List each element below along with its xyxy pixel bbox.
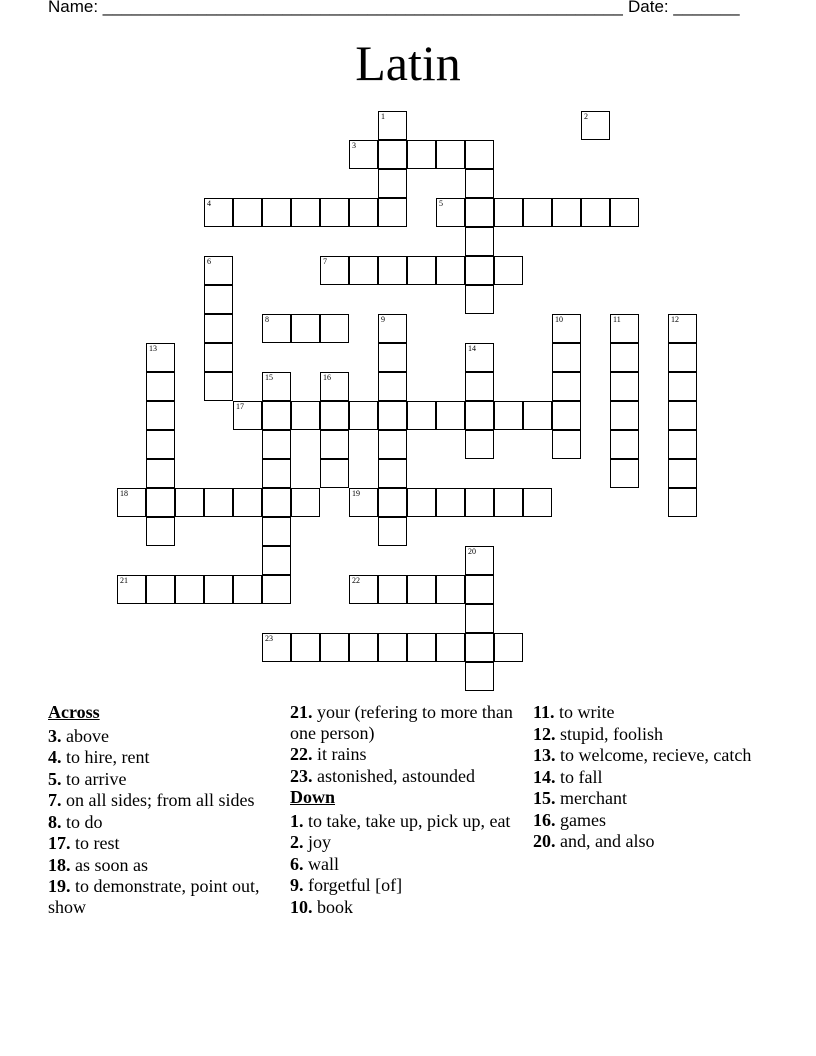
grid-cell[interactable] — [262, 314, 291, 343]
grid-cell[interactable] — [291, 314, 320, 343]
clue-down-9: 9. forgetful [of] — [290, 875, 403, 895]
puzzle-title: Latin — [355, 35, 461, 91]
clue-number: 14 — [468, 344, 476, 353]
clue-down-12: 12. stupid, foolish — [533, 723, 664, 744]
grid-cell[interactable] — [436, 256, 465, 285]
clue-down-15: 15. merchant — [533, 788, 627, 808]
grid-cell[interactable] — [465, 430, 494, 459]
clue-across-5: 5. to arrive — [48, 768, 127, 789]
grid-cell[interactable] — [465, 285, 494, 314]
grid-cell[interactable] — [378, 256, 407, 285]
grid-cell[interactable] — [262, 633, 291, 662]
clue-number: 13 — [149, 344, 157, 353]
grid-cell[interactable] — [320, 401, 349, 430]
grid-cell[interactable] — [552, 314, 581, 343]
grid-cell[interactable] — [465, 662, 494, 691]
grid-cell[interactable] — [378, 575, 407, 604]
clue-number: 1 — [381, 112, 385, 121]
grid-cell[interactable] — [610, 372, 639, 401]
grid-cell[interactable] — [320, 430, 349, 459]
grid-cell[interactable] — [349, 575, 378, 604]
grid-cell[interactable] — [262, 488, 291, 517]
clue-column-2 — [290, 702, 522, 918]
clue-down-6: 6. wall — [290, 853, 339, 874]
grid-cell[interactable] — [465, 140, 494, 169]
date-field-label: Date: _______ — [628, 0, 740, 16]
grid-cell[interactable] — [320, 459, 349, 488]
grid-cell[interactable] — [494, 633, 523, 662]
grid-cell[interactable] — [436, 401, 465, 430]
grid-cell[interactable] — [465, 372, 494, 401]
grid-cell[interactable] — [465, 256, 494, 285]
clue-number: 21 — [120, 576, 128, 585]
grid-cell[interactable] — [494, 401, 523, 430]
grid-cell[interactable] — [349, 488, 378, 517]
grid-cell[interactable] — [378, 372, 407, 401]
grid-cell[interactable] — [465, 227, 494, 256]
grid-cell[interactable] — [465, 633, 494, 662]
grid-cell[interactable] — [349, 401, 378, 430]
grid-cell[interactable] — [233, 198, 262, 227]
clue-down-14: 14. to fall — [533, 766, 603, 787]
name-field-label: Name: _______________________________________________________ — [48, 0, 623, 16]
clue-number: 15 — [265, 373, 273, 382]
grid-cell[interactable] — [668, 459, 697, 488]
grid-cell[interactable] — [291, 633, 320, 662]
grid-cell[interactable] — [436, 633, 465, 662]
grid-cell[interactable] — [378, 517, 407, 546]
grid-cell[interactable] — [378, 459, 407, 488]
grid-cell[interactable] — [552, 430, 581, 459]
grid-cell[interactable] — [465, 401, 494, 430]
grid-cell[interactable] — [146, 401, 175, 430]
grid-cell[interactable] — [262, 517, 291, 546]
clue-column-1 — [48, 702, 280, 918]
clue-number: 22 — [352, 576, 360, 585]
grid-cell[interactable] — [668, 314, 697, 343]
clue-down-13: 13. to welcome, recieve, catch — [533, 745, 752, 765]
grid-cell[interactable] — [494, 488, 523, 517]
grid-cell[interactable] — [146, 430, 175, 459]
grid-cell[interactable] — [233, 401, 262, 430]
clue-number: 9 — [381, 315, 385, 324]
grid-cell[interactable] — [204, 285, 233, 314]
clue-down-2: 2. joy — [290, 832, 332, 852]
grid-cell[interactable] — [436, 198, 465, 227]
grid-cell[interactable] — [610, 198, 639, 227]
grid-cell[interactable] — [378, 488, 407, 517]
grid-cell[interactable] — [378, 140, 407, 169]
grid-cell[interactable] — [610, 430, 639, 459]
across-heading: Across — [48, 702, 100, 722]
grid-cell[interactable] — [436, 575, 465, 604]
grid-cell[interactable] — [494, 198, 523, 227]
grid-cell[interactable] — [204, 343, 233, 372]
grid-cell[interactable] — [465, 604, 494, 633]
grid-cell[interactable] — [436, 488, 465, 517]
grid-cell[interactable] — [175, 575, 204, 604]
grid-cell[interactable] — [552, 343, 581, 372]
grid-cell[interactable] — [610, 314, 639, 343]
grid-cell[interactable] — [146, 575, 175, 604]
grid-cell[interactable] — [146, 459, 175, 488]
grid-cell[interactable] — [146, 488, 175, 517]
grid-cell[interactable] — [146, 372, 175, 401]
clue-number: 18 — [120, 489, 128, 498]
grid-cell[interactable] — [204, 488, 233, 517]
grid-cell[interactable] — [378, 343, 407, 372]
grid-cell[interactable] — [204, 314, 233, 343]
grid-cell[interactable] — [378, 401, 407, 430]
clue-number: 8 — [265, 315, 269, 324]
grid-cell[interactable] — [552, 401, 581, 430]
grid-cell[interactable] — [320, 633, 349, 662]
grid-cell[interactable] — [291, 488, 320, 517]
grid-cell[interactable] — [349, 140, 378, 169]
clue-number: 2 — [584, 112, 588, 121]
clue-number: 19 — [352, 489, 360, 498]
grid-cell[interactable] — [465, 488, 494, 517]
grid-cell[interactable] — [204, 256, 233, 285]
grid-cell[interactable] — [146, 343, 175, 372]
grid-cell[interactable] — [146, 517, 175, 546]
grid-cell[interactable] — [204, 372, 233, 401]
grid-cell[interactable] — [668, 343, 697, 372]
grid-cell[interactable] — [204, 198, 233, 227]
grid-cell[interactable] — [610, 401, 639, 430]
grid-cell[interactable] — [291, 401, 320, 430]
grid-cell[interactable] — [262, 372, 291, 401]
clue-number: 6 — [207, 257, 211, 266]
grid-cell[interactable] — [668, 372, 697, 401]
clue-across-17: 17. to rest — [48, 833, 120, 853]
grid-cell[interactable] — [552, 372, 581, 401]
grid-cell[interactable] — [407, 256, 436, 285]
clue-number: 10 — [555, 315, 563, 324]
grid-cell[interactable] — [523, 488, 552, 517]
down-heading: Down — [290, 787, 336, 807]
grid-cell[interactable] — [552, 198, 581, 227]
grid-cell[interactable] — [320, 198, 349, 227]
grid-cell[interactable] — [349, 633, 378, 662]
grid-cell[interactable] — [378, 430, 407, 459]
clue-across-19: 19. to demonstrate, point out, show — [48, 876, 260, 917]
grid-cell[interactable] — [523, 198, 552, 227]
clue-number: 12 — [671, 315, 679, 324]
grid-cell[interactable] — [610, 459, 639, 488]
clue-number: 4 — [207, 199, 211, 208]
grid-cell[interactable] — [204, 575, 233, 604]
clue-down-10: 10. book — [290, 896, 353, 917]
grid-cell[interactable] — [378, 169, 407, 198]
grid-cell[interactable] — [668, 401, 697, 430]
grid-cell[interactable] — [668, 430, 697, 459]
clue-number: 11 — [613, 315, 621, 324]
clue-number: 3 — [352, 141, 356, 150]
clue-across-8: 8. to do — [48, 811, 103, 832]
clue-down-11: 11. to write — [533, 702, 615, 722]
grid-cell[interactable] — [262, 459, 291, 488]
grid-cell[interactable] — [407, 488, 436, 517]
grid-cell[interactable] — [581, 198, 610, 227]
clue-down-1: 1. to take, take up, pick up, eat — [290, 810, 511, 831]
grid-cell[interactable] — [436, 140, 465, 169]
grid-cell[interactable] — [175, 488, 204, 517]
clue-across-3: 3. above — [48, 725, 109, 746]
clue-number: 5 — [439, 199, 443, 208]
clue-across-18: 18. as soon as — [48, 854, 148, 875]
grid-cell[interactable] — [407, 633, 436, 662]
grid-cell[interactable] — [407, 401, 436, 430]
clue-across-7: 7. on all sides; from all sides — [48, 790, 255, 810]
clue-column-3 — [533, 702, 765, 853]
grid-cell[interactable] — [407, 575, 436, 604]
clue-across-23: 23. astonished, astounded — [290, 765, 475, 786]
grid-cell[interactable] — [378, 314, 407, 343]
grid-cell[interactable] — [465, 198, 494, 227]
grid-cell[interactable] — [233, 488, 262, 517]
clue-across-22: 22. it rains — [290, 744, 367, 764]
grid-cell[interactable] — [581, 111, 610, 140]
grid-cell[interactable] — [465, 169, 494, 198]
clue-number: 7 — [323, 257, 327, 266]
grid-cell[interactable] — [494, 256, 523, 285]
clue-across-4: 4. to hire, rent — [48, 747, 150, 767]
grid-cell[interactable] — [668, 488, 697, 517]
clue-across-21: 21. your (refering to more than one person) — [290, 702, 513, 743]
grid-cell[interactable] — [465, 343, 494, 372]
grid-cell[interactable] — [407, 140, 436, 169]
clue-number: 16 — [323, 373, 331, 382]
grid-cell[interactable] — [320, 314, 349, 343]
grid-cell[interactable] — [262, 401, 291, 430]
grid-cell[interactable] — [465, 575, 494, 604]
grid-cell[interactable] — [262, 575, 291, 604]
grid-cell[interactable] — [262, 198, 291, 227]
grid-cell[interactable] — [320, 256, 349, 285]
grid-cell[interactable] — [465, 546, 494, 575]
grid-cell[interactable] — [117, 488, 146, 517]
clue-number: 17 — [236, 402, 244, 411]
grid-cell[interactable] — [291, 198, 320, 227]
grid-cell[interactable] — [378, 198, 407, 227]
grid-cell[interactable] — [262, 430, 291, 459]
grid-cell[interactable] — [262, 546, 291, 575]
clue-down-16: 16. games — [533, 809, 606, 830]
grid-cell[interactable] — [320, 372, 349, 401]
clue-number: 20 — [468, 547, 476, 556]
grid-cell[interactable] — [610, 343, 639, 372]
grid-cell[interactable] — [349, 198, 378, 227]
grid-cell[interactable] — [378, 633, 407, 662]
clue-number: 23 — [265, 634, 273, 643]
grid-cell[interactable] — [378, 111, 407, 140]
grid-cell[interactable] — [349, 256, 378, 285]
grid-cell[interactable] — [523, 401, 552, 430]
grid-cell[interactable] — [233, 575, 262, 604]
grid-cell[interactable] — [117, 575, 146, 604]
clue-down-20: 20. and, and also — [533, 831, 655, 851]
